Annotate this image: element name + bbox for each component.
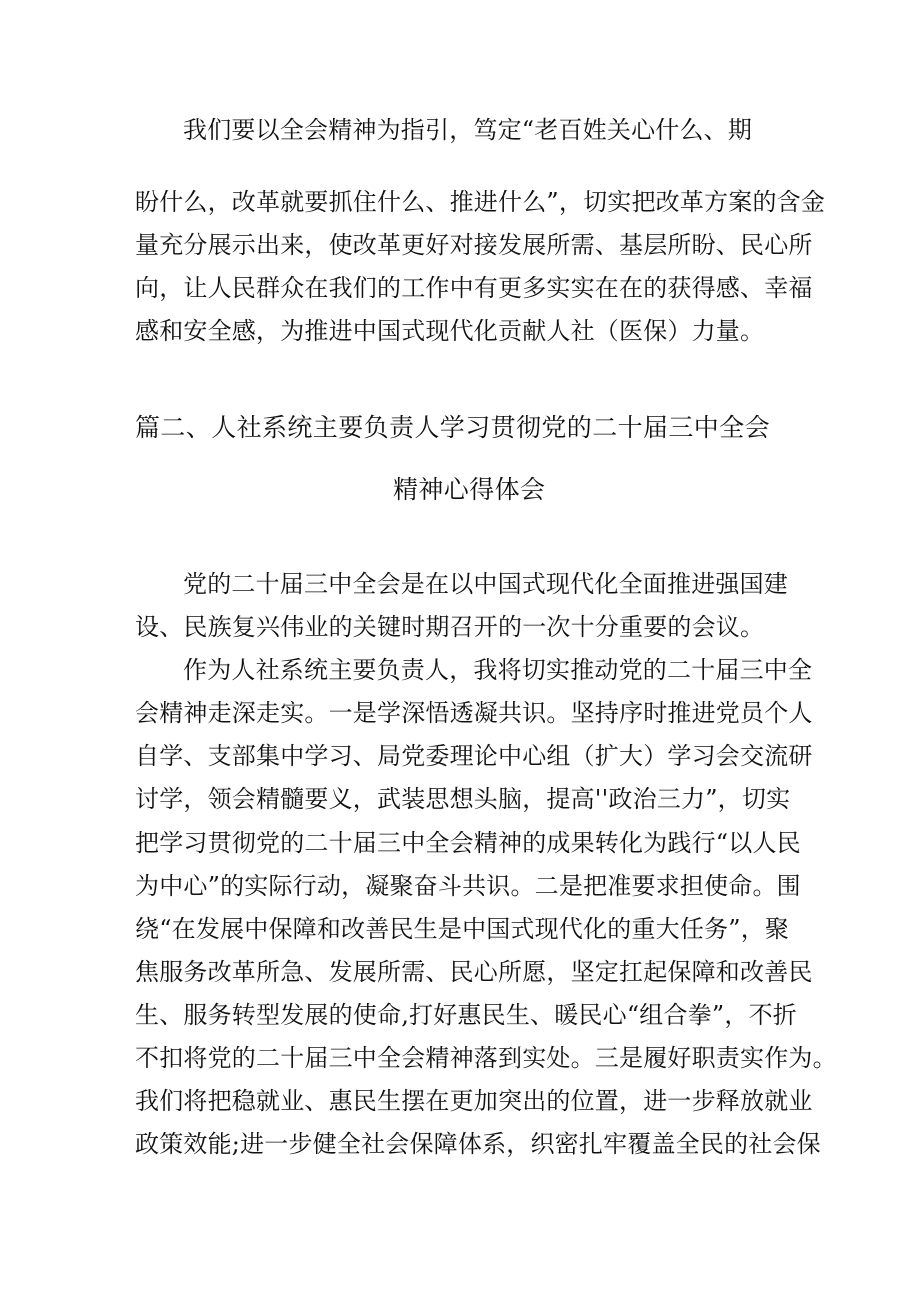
paragraph-line: 把学习贯彻党的二十届三中全会精神的成果转化为践行“以人民	[135, 829, 801, 857]
paragraph-line: 政策效能;进一步健全社会保障体系，织密扎牢覆盖全民的社会保	[135, 1130, 821, 1158]
paragraph-line: 感和安全感，为推进中国式现代化贡献人社（医保）力量。	[135, 317, 765, 345]
paragraph-line: 生、服务转型发展的使命,打好惠民生、暖民心“组合拳”，不折	[135, 1001, 797, 1029]
paragraph-line: 党的二十届三中全会是在以中国式现代化全面推进强国建	[183, 570, 788, 598]
paragraph-line: 向，让人民群众在我们的工作中有更多实实在在的获得感、幸福	[135, 274, 813, 302]
paragraph-line: 讨学，领会精髓要义，武装思想头脑，提高''政治三力”，切实	[135, 785, 791, 813]
paragraph-line: 不扣将党的二十届三中全会精神落到实处。三是履好职责实作为。	[135, 1044, 837, 1072]
section-title: 篇二、人社系统主要负责人学习贯彻党的二十届三中全会	[135, 413, 771, 442]
paragraph-line: 我们要以全会精神为指引，笃定“老百姓关心什么、期	[183, 116, 753, 144]
paragraph-line: 会精神走深走实。一是学深悟透凝共识。坚持序时推进党员个人	[135, 699, 813, 727]
paragraph-line: 焦服务改革所急、发展所需、民心所愿，坚定扛起保障和改善民	[135, 958, 813, 986]
section-title-continued: 精神心得体会	[393, 475, 546, 504]
paragraph-line: 作为人社系统主要负责人，我将切实推动党的二十届三中全	[183, 656, 813, 684]
paragraph-line: 盼什么，改革就要抓住什么、推进什么”，切实把改革方案的含金	[135, 188, 826, 216]
paragraph-line: 量充分展示出来，使改革更好对接发展所需、基层所盼、民心所	[135, 231, 813, 259]
paragraph-line: 设、民族复兴伟业的关键时期召开的一次十分重要的会议。	[135, 613, 765, 641]
paragraph-line: 为中心”的实际行动，凝聚奋斗共识。二是把准要求担使命。围	[135, 872, 801, 900]
paragraph-line: 绕“在发展中保障和改善民生是中国式现代化的重大任务”，聚	[135, 915, 790, 943]
paragraph-line: 自学、支部集中学习、局党委理论中心组（扩大）学习会交流研	[135, 742, 813, 770]
paragraph-line: 我们将把稳就业、惠民生摆在更加突出的位置，进一步释放就业	[135, 1087, 813, 1115]
